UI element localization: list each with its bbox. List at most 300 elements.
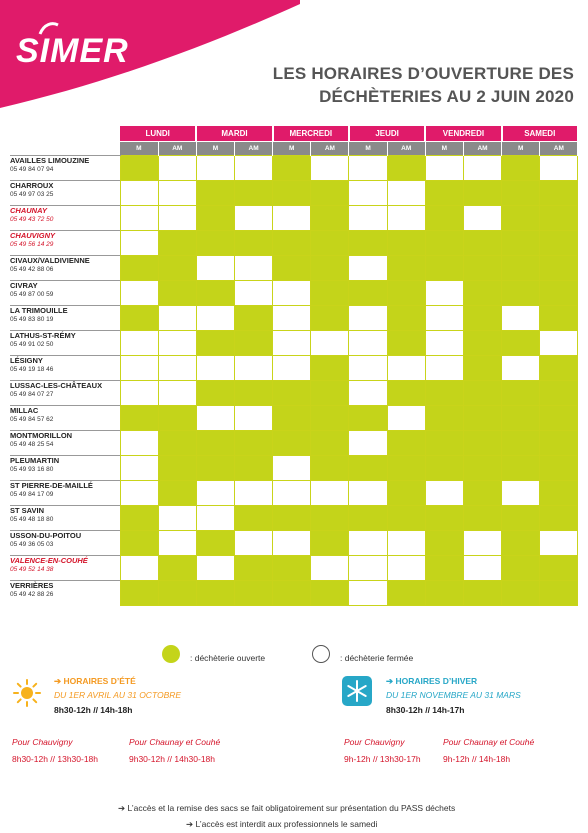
table-row [10, 556, 578, 581]
open-slot-cell [311, 531, 349, 556]
closed-slot-cell [387, 531, 425, 556]
site-phone: 05 49 91 02 50 [10, 341, 54, 348]
open-slot-cell [540, 356, 578, 381]
table-row [10, 581, 578, 606]
simer-logo: SIMER [16, 32, 129, 70]
site-name-cell [10, 381, 120, 406]
table-row [10, 231, 578, 256]
closed-slot-cell [196, 156, 234, 181]
closed-slot-cell [196, 256, 234, 281]
slot-header: M [273, 142, 311, 156]
closed-slot-cell [349, 206, 387, 231]
open-slot-cell [196, 331, 234, 356]
closed-slot-cell [273, 281, 311, 306]
table-row [10, 481, 578, 506]
open-slot-cell [387, 281, 425, 306]
open-slot-cell [425, 231, 463, 256]
site-name: LATHUS-ST-RÉMY [10, 331, 76, 340]
site-name: AVAILLES LIMOUZINE [10, 156, 90, 165]
closed-slot-cell [502, 356, 540, 381]
closed-slot-cell [158, 181, 196, 206]
open-slot-cell [273, 256, 311, 281]
site-name-cell [10, 531, 120, 556]
winter-chauvigny-label: Pour Chauvigny [344, 737, 405, 747]
site-phone: 05 49 48 18 80 [10, 516, 54, 523]
day-header: JEUDI [349, 126, 425, 142]
open-slot-cell [311, 181, 349, 206]
closed-slot-cell [387, 356, 425, 381]
closed-slot-cell [120, 456, 158, 481]
site-name: LÉSIGNY [10, 356, 43, 365]
open-slot-cell [502, 256, 540, 281]
open-slot-cell [120, 406, 158, 431]
closed-slot-cell [196, 406, 234, 431]
site-name: VERRIÈRES [10, 581, 54, 590]
closed-slot-cell [349, 356, 387, 381]
day-header: MARDI [196, 126, 272, 142]
open-slot-cell [234, 331, 272, 356]
closed-slot-cell [196, 306, 234, 331]
site-name: MONTMORILLON [10, 431, 73, 440]
legend-open-swatch [162, 645, 180, 663]
open-slot-cell [387, 331, 425, 356]
closed-slot-cell [463, 556, 501, 581]
site-name-cell [10, 556, 120, 581]
open-slot-cell [349, 281, 387, 306]
page-title [234, 62, 574, 108]
open-slot-cell [502, 406, 540, 431]
open-slot-cell [463, 281, 501, 306]
summer-hours-block [54, 676, 181, 715]
site-phone: 05 49 97 03 25 [10, 191, 54, 198]
closed-slot-cell [540, 156, 578, 181]
site-name-cell [10, 456, 120, 481]
open-slot-cell [311, 281, 349, 306]
open-slot-cell [158, 456, 196, 481]
open-slot-cell [311, 456, 349, 481]
closed-slot-cell [502, 306, 540, 331]
open-slot-cell [311, 256, 349, 281]
winter-hours-block [386, 676, 521, 715]
open-slot-cell [234, 456, 272, 481]
open-slot-cell [311, 506, 349, 531]
open-slot-cell [463, 181, 501, 206]
open-slot-cell [540, 456, 578, 481]
site-phone: 05 49 84 57 62 [10, 416, 54, 423]
site-phone: 05 49 84 07 94 [10, 166, 54, 173]
site-name-cell [10, 431, 120, 456]
open-slot-cell [425, 381, 463, 406]
open-slot-cell [425, 431, 463, 456]
open-slot-cell [387, 306, 425, 331]
open-slot-cell [540, 381, 578, 406]
slot-header: AM [158, 142, 196, 156]
open-slot-cell [234, 231, 272, 256]
site-name: MILLAC [10, 406, 39, 415]
day-header: VENDREDI [425, 126, 501, 142]
slot-header: M [349, 142, 387, 156]
open-slot-cell [463, 481, 501, 506]
summer-chaunay-hours: 9h30-12h // 14h30-18h [129, 754, 216, 764]
closed-slot-cell [196, 356, 234, 381]
summer-chauvigny-hours: 8h30-12h // 13h30-18h [12, 754, 99, 764]
schedule-table [10, 126, 579, 606]
closed-slot-cell [196, 556, 234, 581]
closed-slot-cell [349, 331, 387, 356]
closed-slot-cell [234, 406, 272, 431]
open-slot-cell [463, 256, 501, 281]
slot-header: AM [387, 142, 425, 156]
open-slot-cell [387, 256, 425, 281]
open-slot-cell [540, 406, 578, 431]
open-slot-cell [158, 281, 196, 306]
table-row [10, 256, 578, 281]
closed-slot-cell [540, 331, 578, 356]
closed-slot-cell [349, 581, 387, 606]
day-header: SAMEDI [502, 126, 578, 142]
closed-slot-cell [311, 331, 349, 356]
site-name: LUSSAC-LES-CHÂTEAUX [10, 381, 103, 390]
site-name-cell [10, 356, 120, 381]
open-slot-cell [273, 581, 311, 606]
open-slot-cell [463, 381, 501, 406]
closed-slot-cell [387, 206, 425, 231]
open-slot-cell [425, 556, 463, 581]
closed-slot-cell [120, 481, 158, 506]
closed-slot-cell [158, 331, 196, 356]
logo-swoosh-icon [38, 22, 60, 36]
open-slot-cell [234, 181, 272, 206]
closed-slot-cell [349, 181, 387, 206]
closed-slot-cell [273, 331, 311, 356]
closed-slot-cell [463, 156, 501, 181]
open-slot-cell [120, 156, 158, 181]
table-row [10, 456, 578, 481]
closed-slot-cell [158, 156, 196, 181]
site-name: CIVRAY [10, 281, 38, 290]
open-slot-cell [502, 381, 540, 406]
open-slot-cell [387, 381, 425, 406]
open-slot-cell [540, 181, 578, 206]
closed-slot-cell [463, 206, 501, 231]
site-phone: 05 49 87 00 59 [10, 291, 54, 298]
closed-slot-cell [234, 481, 272, 506]
table-corner [10, 126, 120, 142]
site-name-cell [10, 506, 120, 531]
closed-slot-cell [158, 306, 196, 331]
open-slot-cell [158, 481, 196, 506]
closed-slot-cell [425, 481, 463, 506]
winter-chaunay-label: Pour Chaunay et Couhé [443, 737, 535, 747]
open-slot-cell [234, 556, 272, 581]
open-slot-cell [463, 331, 501, 356]
closed-slot-cell [349, 306, 387, 331]
table-row [10, 381, 578, 406]
open-slot-cell [463, 431, 501, 456]
table-row [10, 281, 578, 306]
open-slot-cell [273, 156, 311, 181]
open-slot-cell [540, 306, 578, 331]
sun-icon [12, 678, 42, 708]
closed-slot-cell [158, 206, 196, 231]
open-slot-cell [540, 506, 578, 531]
open-slot-cell [540, 231, 578, 256]
open-slot-cell [311, 406, 349, 431]
site-name: VALENCE-EN-COUHÉ [10, 556, 88, 565]
summer-chaunay-label: Pour Chaunay et Couhé [129, 737, 221, 747]
table-row [10, 306, 578, 331]
open-slot-cell [158, 556, 196, 581]
legend-open-label: : déchèterie ouverte [190, 653, 266, 663]
closed-slot-cell [349, 381, 387, 406]
open-slot-cell [196, 206, 234, 231]
site-name-cell [10, 206, 120, 231]
closed-slot-cell [387, 181, 425, 206]
closed-slot-cell [158, 356, 196, 381]
day-header: MERCREDI [273, 126, 349, 142]
closed-slot-cell [196, 481, 234, 506]
slot-header: M [425, 142, 463, 156]
open-slot-cell [463, 581, 501, 606]
open-slot-cell [540, 556, 578, 581]
closed-slot-cell [387, 406, 425, 431]
closed-slot-cell [120, 431, 158, 456]
note-professionals: ➔ L’accès est interdit aux professionnels le samedi [186, 819, 378, 829]
open-slot-cell [273, 381, 311, 406]
closed-slot-cell [425, 281, 463, 306]
open-slot-cell [311, 431, 349, 456]
open-slot-cell [540, 581, 578, 606]
table-row [10, 206, 578, 231]
open-slot-cell [349, 406, 387, 431]
open-slot-cell [273, 431, 311, 456]
closed-slot-cell [463, 531, 501, 556]
closed-slot-cell [234, 531, 272, 556]
site-name-cell [10, 281, 120, 306]
open-slot-cell [234, 306, 272, 331]
open-slot-cell [387, 581, 425, 606]
open-slot-cell [502, 181, 540, 206]
slot-header: AM [234, 142, 272, 156]
site-phone: 05 49 84 07 27 [10, 391, 54, 398]
snowflake-icon [342, 676, 372, 706]
open-slot-cell [425, 456, 463, 481]
closed-slot-cell [311, 156, 349, 181]
site-name: USSON-DU-POITOU [10, 531, 82, 540]
closed-slot-cell [273, 306, 311, 331]
site-name-cell [10, 481, 120, 506]
open-slot-cell [540, 256, 578, 281]
open-slot-cell [540, 481, 578, 506]
open-slot-cell [425, 506, 463, 531]
site-name-cell [10, 156, 120, 181]
open-slot-cell [387, 156, 425, 181]
site-name: ST SAVIN [10, 506, 45, 515]
open-slot-cell [273, 506, 311, 531]
open-slot-cell [234, 381, 272, 406]
open-slot-cell [425, 181, 463, 206]
site-name: CHARROUX [10, 181, 54, 190]
closed-slot-cell [425, 356, 463, 381]
title-line-1: LES HORAIRES D’OUVERTURE DES [272, 64, 574, 83]
open-slot-cell [463, 506, 501, 531]
closed-slot-cell [234, 156, 272, 181]
closed-slot-cell [349, 556, 387, 581]
slot-header: AM [311, 142, 349, 156]
open-slot-cell [196, 231, 234, 256]
closed-slot-cell [425, 156, 463, 181]
open-slot-cell [273, 231, 311, 256]
slot-header: M [196, 142, 234, 156]
open-slot-cell [540, 431, 578, 456]
site-phone: 05 49 56 14 29 [10, 241, 54, 248]
open-slot-cell [196, 181, 234, 206]
open-slot-cell [387, 456, 425, 481]
closed-slot-cell [273, 356, 311, 381]
open-slot-cell [425, 531, 463, 556]
table-row [10, 406, 578, 431]
open-slot-cell [120, 531, 158, 556]
closed-slot-cell [158, 506, 196, 531]
closed-slot-cell [311, 556, 349, 581]
closed-slot-cell [120, 206, 158, 231]
open-slot-cell [196, 281, 234, 306]
open-slot-cell [311, 356, 349, 381]
open-slot-cell [425, 206, 463, 231]
open-slot-cell [502, 431, 540, 456]
closed-slot-cell [273, 456, 311, 481]
site-name: PLEUMARTIN [10, 456, 60, 465]
open-slot-cell [196, 456, 234, 481]
open-slot-cell [120, 581, 158, 606]
open-slot-cell [273, 556, 311, 581]
site-phone: 05 49 19 18 46 [10, 366, 54, 373]
open-slot-cell [311, 206, 349, 231]
site-name-cell [10, 256, 120, 281]
open-slot-cell [234, 506, 272, 531]
site-name: CIVAUX/VALDIVIENNE [10, 256, 90, 265]
closed-slot-cell [120, 556, 158, 581]
legend-closed-swatch [312, 645, 330, 663]
table-row [10, 181, 578, 206]
table-row [10, 156, 578, 181]
site-name-cell [10, 231, 120, 256]
open-slot-cell [502, 456, 540, 481]
site-phone: 05 49 36 05 03 [10, 541, 54, 548]
open-slot-cell [502, 506, 540, 531]
open-slot-cell [120, 256, 158, 281]
closed-slot-cell [158, 531, 196, 556]
site-name-cell [10, 581, 120, 606]
table-row [10, 506, 578, 531]
winter-dates: DU 1ER NOVEMBRE AU 31 MARS [386, 690, 521, 700]
site-phone: 05 49 93 16 80 [10, 466, 54, 473]
open-slot-cell [502, 281, 540, 306]
open-slot-cell [273, 181, 311, 206]
open-slot-cell [311, 581, 349, 606]
closed-slot-cell [234, 206, 272, 231]
open-slot-cell [349, 506, 387, 531]
open-slot-cell [158, 431, 196, 456]
closed-slot-cell [158, 381, 196, 406]
slot-header: M [120, 142, 158, 156]
open-slot-cell [502, 156, 540, 181]
closed-slot-cell [349, 431, 387, 456]
summer-chauvigny-label: Pour Chauvigny [12, 737, 73, 747]
site-name-cell [10, 331, 120, 356]
open-slot-cell [540, 206, 578, 231]
open-slot-cell [273, 406, 311, 431]
site-name-cell [10, 306, 120, 331]
site-name: ST PIERRE-DE-MAILLÉ [10, 481, 93, 490]
slot-header: AM [463, 142, 501, 156]
day-header-row [10, 126, 578, 142]
table-corner [10, 142, 120, 156]
closed-slot-cell [120, 331, 158, 356]
open-slot-cell [158, 406, 196, 431]
table-row [10, 331, 578, 356]
site-name: CHAUNAY [10, 206, 47, 215]
open-slot-cell [158, 256, 196, 281]
open-slot-cell [425, 581, 463, 606]
open-slot-cell [349, 456, 387, 481]
open-slot-cell [425, 256, 463, 281]
site-phone: 05 49 42 88 26 [10, 591, 54, 598]
site-phone: 05 49 84 17 09 [10, 491, 54, 498]
site-name-cell [10, 181, 120, 206]
open-slot-cell [196, 431, 234, 456]
open-slot-cell [234, 581, 272, 606]
open-slot-cell [196, 381, 234, 406]
legend-closed-label: : déchèterie fermée [340, 653, 414, 663]
open-slot-cell [196, 581, 234, 606]
open-slot-cell [502, 556, 540, 581]
winter-chauvigny-hours: 9h-12h // 13h30-17h [344, 754, 421, 764]
open-slot-cell [502, 231, 540, 256]
title-line-2: DÉCHÈTERIES AU 2 JUIN 2020 [319, 87, 574, 106]
closed-slot-cell [387, 556, 425, 581]
slot-header-row [10, 142, 578, 156]
site-phone: 05 49 83 80 19 [10, 316, 54, 323]
table-row [10, 356, 578, 381]
closed-slot-cell [234, 281, 272, 306]
winter-heading: ➔ HORAIRES D’HIVER [386, 676, 478, 686]
closed-slot-cell [349, 531, 387, 556]
open-slot-cell [463, 456, 501, 481]
open-slot-cell [234, 431, 272, 456]
summer-hours: 8h30-12h // 14h-18h [54, 705, 133, 715]
closed-slot-cell [234, 256, 272, 281]
summer-dates: DU 1ER AVRIL AU 31 OCTOBRE [54, 690, 182, 700]
closed-slot-cell [120, 231, 158, 256]
open-slot-cell [463, 231, 501, 256]
open-slot-cell [387, 231, 425, 256]
note-pass-dechets: ➔ L’accès et la remise des sacs se fait obligatoirement sur présentation du PASS déchets [118, 803, 456, 813]
site-phone: 05 49 42 88 06 [10, 266, 54, 273]
site-rows [10, 156, 578, 606]
open-slot-cell [387, 506, 425, 531]
open-slot-cell [158, 231, 196, 256]
closed-slot-cell [349, 256, 387, 281]
open-slot-cell [387, 481, 425, 506]
day-header: LUNDI [120, 126, 196, 142]
open-slot-cell [158, 581, 196, 606]
closed-slot-cell [540, 531, 578, 556]
closed-slot-cell [120, 281, 158, 306]
closed-slot-cell [273, 206, 311, 231]
winter-hours: 8h30-12h // 14h-17h [386, 705, 465, 715]
site-name: LA TRIMOUILLE [10, 306, 68, 315]
